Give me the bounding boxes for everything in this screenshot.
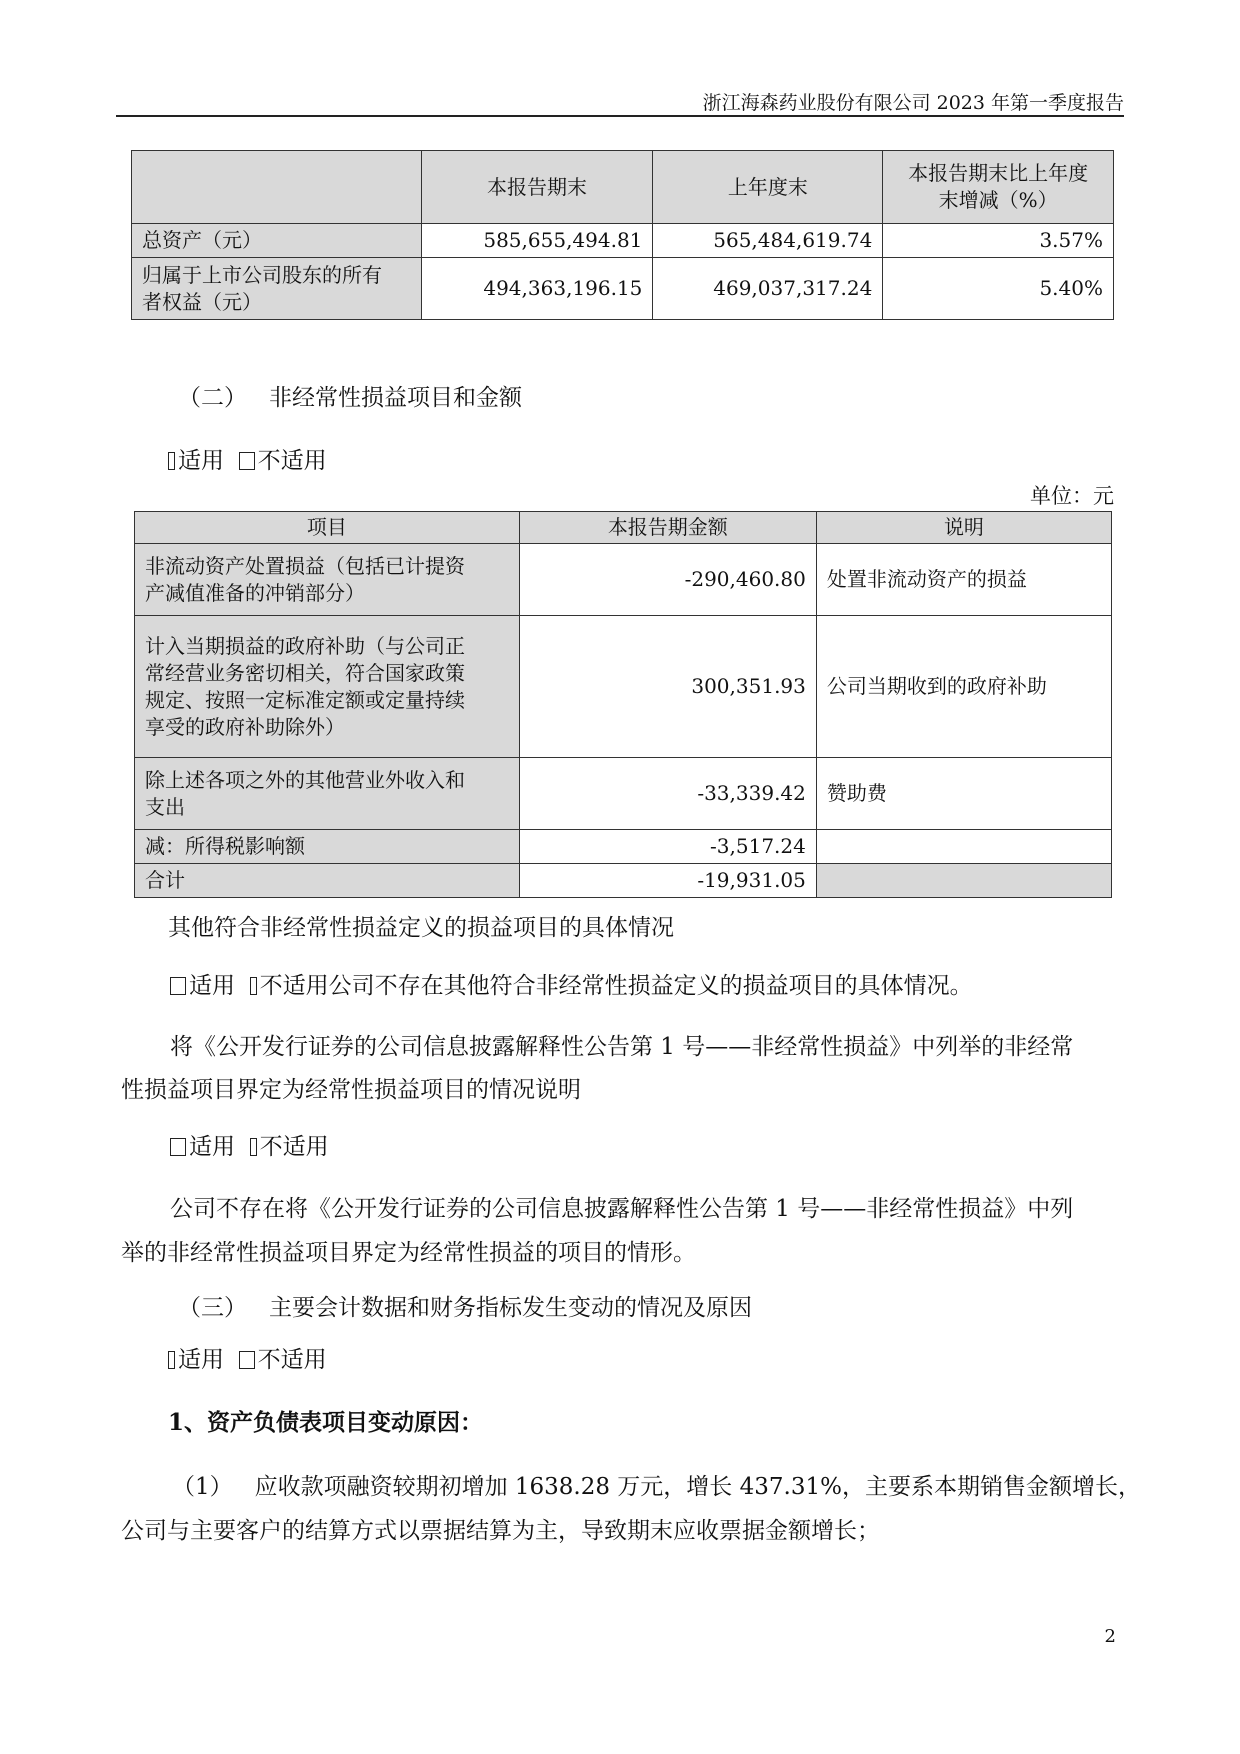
other-items-line: 适用 不适用公司不存在其他符合非经常性损益定义的损益项目的具体情况。 bbox=[170, 971, 973, 1001]
row-label: 总资产（元） bbox=[132, 224, 422, 258]
checkbox-not-applicable[interactable] bbox=[250, 1138, 257, 1156]
row-label: 非流动资产处置损益（包括已计提资 产减值准备的冲销部分） bbox=[135, 544, 520, 616]
row-note: 赞助费 bbox=[816, 758, 1111, 830]
row-label: 计入当期损益的政府补助（与公司正 常经营业务密切相关，符合国家政策 规定、按照一定标准定额或定量持续 享受的政府补助除外） bbox=[135, 616, 520, 758]
page-number: 2 bbox=[1104, 1626, 1116, 1647]
balance-table bbox=[131, 150, 1114, 320]
table-total-row bbox=[135, 864, 1112, 898]
table-row bbox=[132, 224, 1114, 258]
header-cell-change: 本报告期末比上年度 末增减（%） bbox=[883, 151, 1114, 224]
section-heading-2: （二） 非经常性损益项目和金额 bbox=[178, 385, 522, 411]
header-cell-previous: 上年度末 bbox=[653, 151, 883, 224]
statement-line-2: 举的非经常性损益项目界定为经常性损益的项目的情形。 bbox=[121, 1240, 696, 1266]
row-note bbox=[816, 830, 1111, 864]
table-row bbox=[135, 830, 1112, 864]
checkbox-applicable[interactable] bbox=[168, 1351, 175, 1369]
row-note: 处置非流动资产的损益 bbox=[816, 544, 1111, 616]
checkbox-applicable[interactable] bbox=[170, 1138, 186, 1156]
non-recurring-table bbox=[134, 511, 1112, 898]
checkbox-applicable[interactable] bbox=[168, 452, 175, 470]
table-row bbox=[132, 258, 1114, 320]
table-header-row bbox=[135, 512, 1112, 544]
table-header-row bbox=[132, 151, 1114, 224]
definition-applicability: 适用 不适用 bbox=[170, 1132, 329, 1162]
definition-line-2: 性损益项目界定为经常性损益项目的情况说明 bbox=[121, 1077, 581, 1103]
row-amount: -290,460.80 bbox=[519, 544, 816, 616]
definition-line-1: 将《公开发行证券的公司信息披露解释性公告第 1 号——非经常性损益》中列举的非经常 bbox=[170, 1034, 1074, 1060]
row-amount: 300,351.93 bbox=[519, 616, 816, 758]
value-previous: 469,037,317.24 bbox=[653, 258, 883, 320]
header-cell-item: 项目 bbox=[135, 512, 520, 544]
statement-line-1: 公司不存在将《公开发行证券的公司信息披露解释性公告第 1 号——非经常性损益》中列 bbox=[170, 1196, 1074, 1222]
subsection-title: 1、资产负债表项目变动原因： bbox=[168, 1409, 484, 1436]
item1-line-1: （1） 应收款项融资较期初增加 1638.28 万元，增长 437.31%，主要系本期销售金额增长， bbox=[172, 1474, 1141, 1500]
row-amount: -3,517.24 bbox=[519, 830, 816, 864]
row-label: 合计 bbox=[135, 864, 520, 898]
table-row bbox=[135, 758, 1112, 830]
value-change: 5.40% bbox=[883, 258, 1114, 320]
unit-label: 单位：元 bbox=[1030, 484, 1114, 508]
row-note: 公司当期收到的政府补助 bbox=[816, 616, 1111, 758]
header-cell-current: 本报告期末 bbox=[421, 151, 653, 224]
applicability-line: 适用 不适用 bbox=[168, 446, 327, 476]
header-rule bbox=[116, 115, 1124, 117]
row-amount: -33,339.42 bbox=[519, 758, 816, 830]
checkbox-not-applicable[interactable] bbox=[239, 1351, 255, 1369]
checkbox-applicable[interactable] bbox=[170, 977, 186, 995]
checkbox-not-applicable[interactable] bbox=[239, 452, 255, 470]
value-previous: 565,484,619.74 bbox=[653, 224, 883, 258]
row-label: 除上述各项之外的其他营业外收入和 支出 bbox=[135, 758, 520, 830]
report-header: 浙江海森药业股份有限公司 2023 年第一季度报告 bbox=[702, 92, 1124, 114]
section-heading-3: （三） 主要会计数据和财务指标发生变动的情况及原因 bbox=[178, 1295, 752, 1321]
section3-applicability: 适用 不适用 bbox=[168, 1345, 327, 1375]
table-row bbox=[135, 616, 1112, 758]
row-note bbox=[816, 864, 1111, 898]
value-current: 494,363,196.15 bbox=[421, 258, 653, 320]
row-label: 减：所得税影响额 bbox=[135, 830, 520, 864]
row-amount: -19,931.05 bbox=[519, 864, 816, 898]
header-cell-blank bbox=[132, 151, 422, 224]
value-change: 3.57% bbox=[883, 224, 1114, 258]
header-cell-note: 说明 bbox=[816, 512, 1111, 544]
item1-line-2: 公司与主要客户的结算方式以票据结算为主，导致期末应收票据金额增长； bbox=[121, 1518, 880, 1544]
value-current: 585,655,494.81 bbox=[421, 224, 653, 258]
table-row bbox=[135, 544, 1112, 616]
checkbox-not-applicable[interactable] bbox=[250, 977, 257, 995]
other-items-title: 其他符合非经常性损益定义的损益项目的具体情况 bbox=[168, 915, 674, 941]
header-cell-amount: 本报告期金额 bbox=[519, 512, 816, 544]
row-label: 归属于上市公司股东的所有 者权益（元） bbox=[132, 258, 422, 320]
